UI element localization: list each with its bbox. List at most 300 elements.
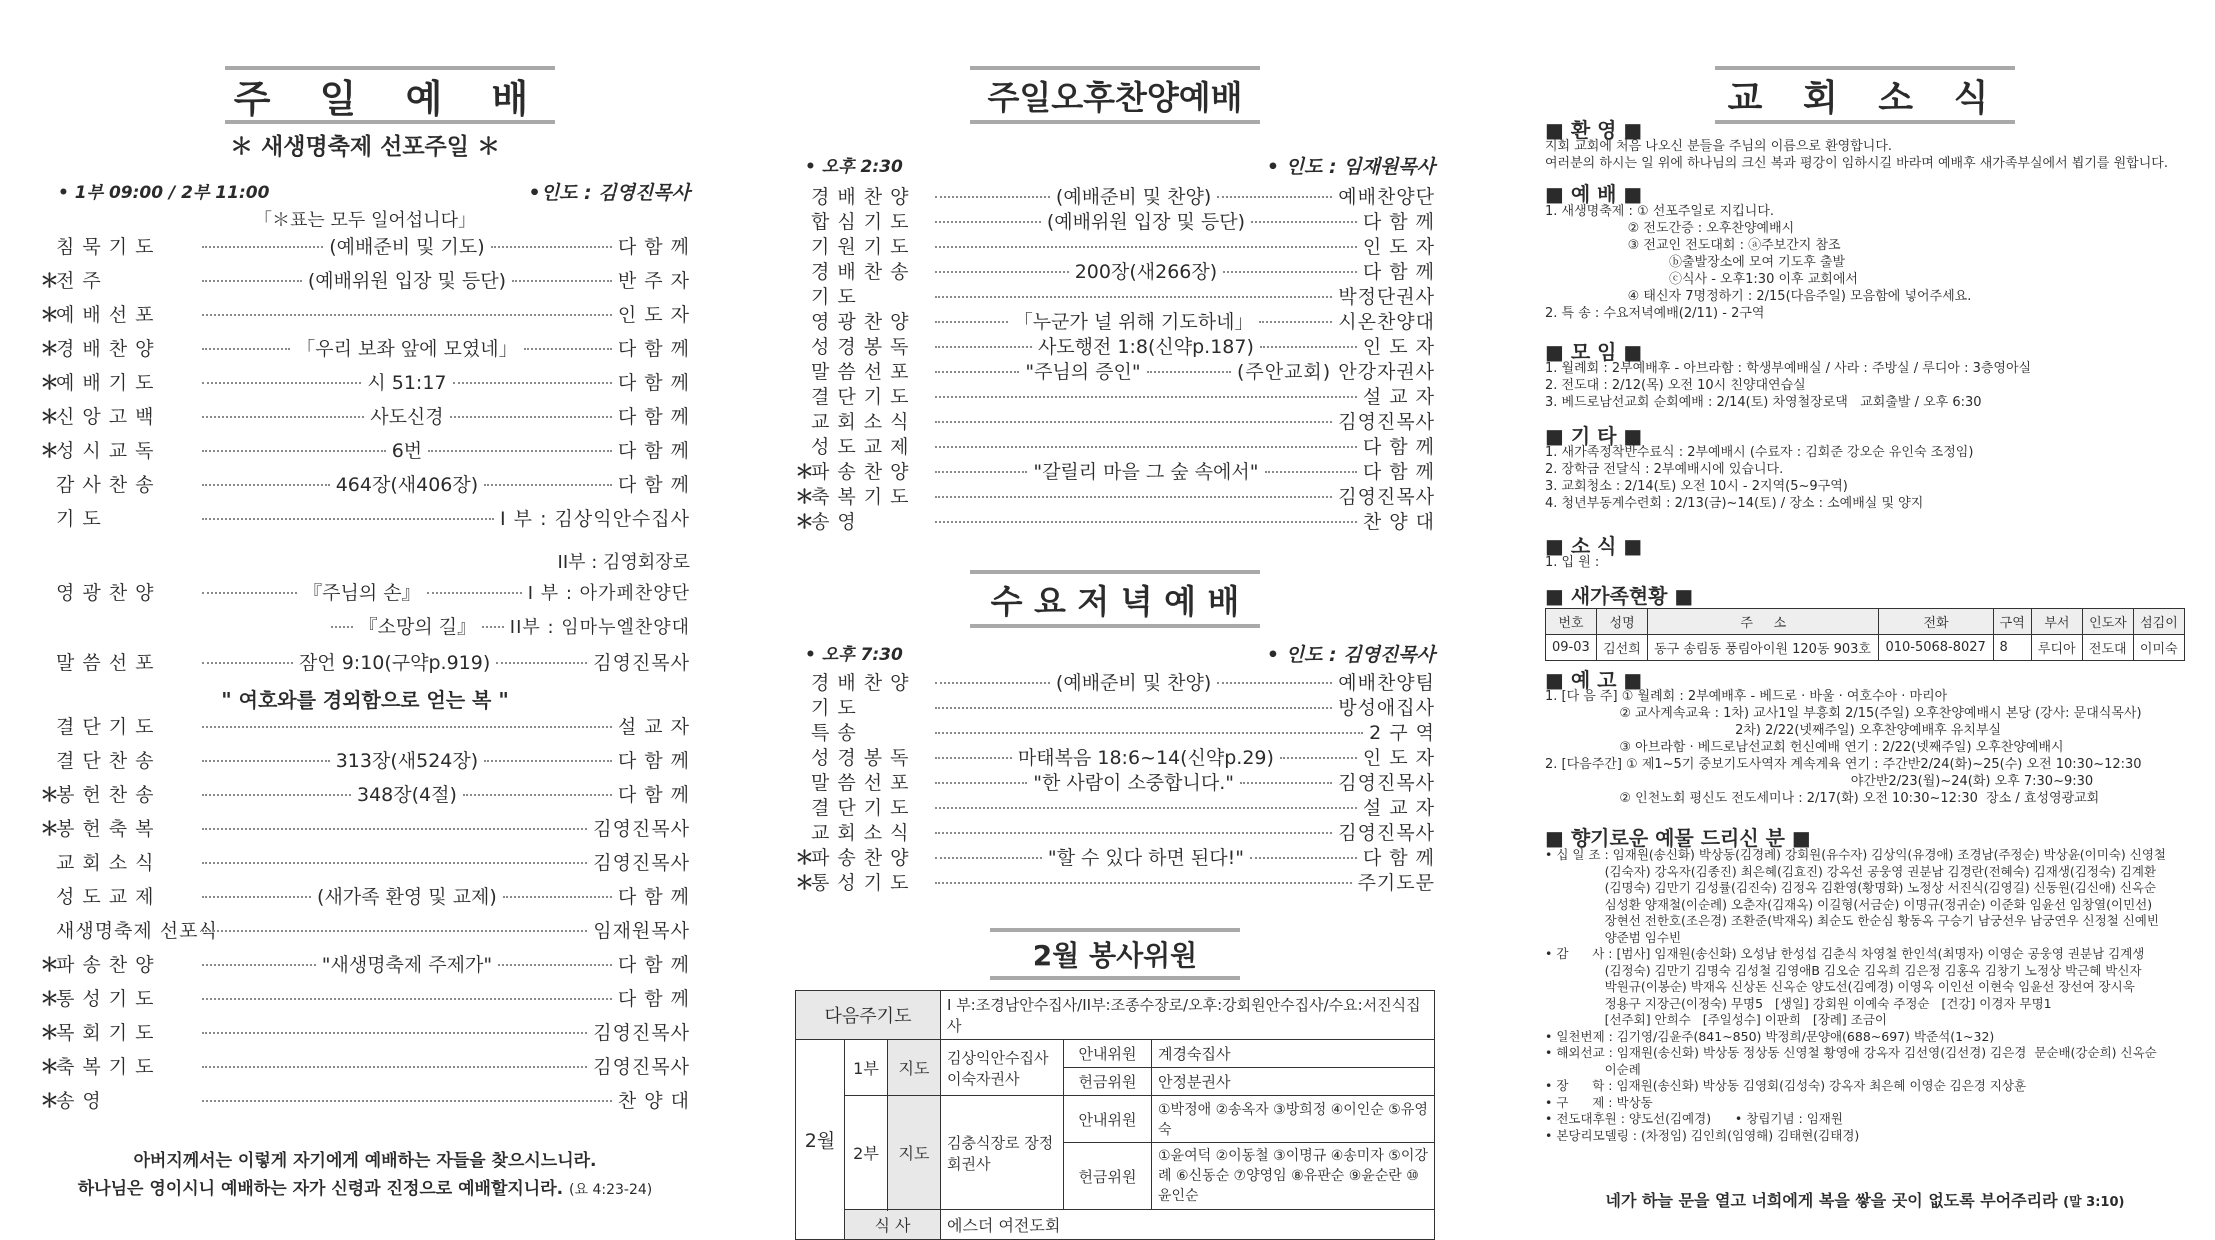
column-header: 번호 — [1546, 609, 1597, 635]
required-standing-mark: ＊ — [795, 486, 815, 508]
offering-line: • 십 일 조 : 임재원(송신화) 박상동(김경례) 강회원(유수자) 김상익(유경애) 조경남(주정순) 박상윤(이미숙) 신영철 — [1545, 847, 2166, 862]
row-content: 464장(새406장) — [335, 474, 479, 496]
notice-line: ③ 전교인 전도대회 : ⓐ주보간지 참조 — [1545, 238, 1841, 253]
leader-dots — [935, 471, 1027, 473]
service-order-row — [40, 916, 690, 946]
leader-dots — [453, 382, 612, 384]
leader-dots — [202, 998, 612, 1000]
column-header: 전화 — [1879, 609, 1993, 635]
sunday-service-column — [40, 0, 690, 1240]
service-order-row — [40, 232, 690, 262]
leader-dots — [1217, 682, 1332, 684]
leader-dots — [202, 382, 361, 384]
leader-dots — [935, 296, 1332, 298]
offering-line: 장현선 전한호(조은경) 조환준(박재옥) 최순도 한순심 황동옥 구승기 남궁선우 남궁연우 신정철 신예빈 — [1545, 913, 2159, 928]
preview-heading: ■ 예 고 ■ — [1545, 668, 1643, 692]
leader-dots — [524, 348, 612, 350]
required-standing-mark: ＊ — [40, 270, 60, 292]
row-content: "주님의 증인" — [1025, 361, 1141, 383]
wednesday-time: • 오후 7:30 — [805, 645, 903, 665]
row-content: 마태복음 18:6~14(신약p.29) — [1017, 747, 1274, 769]
required-standing-mark: ＊ — [795, 847, 815, 869]
row-label: 성 경 봉 독 — [811, 747, 910, 769]
required-standing-mark: ＊ — [40, 784, 60, 806]
sermon-row — [40, 648, 690, 678]
row-leader: 박정단권사 — [1338, 286, 1435, 308]
row-leader: 시온찬양대 — [1338, 311, 1436, 333]
leader-dots — [202, 416, 364, 418]
notice-line: 3. 교회청소 : 2/14(토) 오전 10시 - 2지역(5~9구역) — [1545, 479, 1848, 494]
sunday-service-title: 주 일 예 배 — [225, 66, 555, 124]
service-order-row — [40, 746, 690, 776]
leader-dots — [512, 280, 612, 282]
verse-line-2 — [40, 1174, 690, 1199]
row-content: (예배준비 및 기도) — [329, 236, 485, 258]
table-row — [1546, 635, 2185, 661]
month-cell: 2월 — [796, 1040, 845, 1240]
row-leader: I 부 : 아가페찬양단 — [527, 583, 691, 604]
row-leader: 김영진목사 — [1338, 486, 1435, 508]
row-label: 송 영 — [811, 511, 857, 533]
row-label: 통 성 기 도 — [56, 988, 155, 1010]
leader-dots — [202, 246, 323, 248]
worship-notices — [1545, 203, 2185, 322]
part2-cell: 2부 — [845, 1096, 888, 1210]
column-header: 구역 — [1993, 609, 2031, 635]
news-heading: ■ 소 식 ■ — [1545, 534, 1643, 558]
required-standing-mark: ＊ — [795, 461, 815, 483]
notice-line: 2. 장학금 전달식 : 2부예배시에 있습니다. — [1545, 462, 1784, 477]
row-label: 성 도 교 제 — [811, 436, 910, 458]
row-label: 교 회 소 식 — [56, 852, 155, 874]
sermon-title: " 여호와를 경외함으로 얻는 복 " — [221, 688, 509, 712]
row-leader: 다 함 께 — [617, 474, 691, 496]
row-label: 통 성 기 도 — [811, 872, 910, 894]
meetings-heading: ■ 모 임 ■ — [1545, 340, 1643, 364]
row-label: 특 송 — [811, 722, 857, 744]
church-news-column — [1545, 0, 2185, 1240]
row-content: (새가족 환영 및 교제) — [317, 886, 497, 908]
service-order-row — [40, 984, 690, 1014]
row-content: "한 사람이 소중합니다." — [1033, 772, 1235, 794]
leader-dots — [491, 246, 612, 248]
row-leader: 다 함 께 — [617, 886, 690, 908]
row-leader: 인 도 자 — [1362, 336, 1435, 358]
next-prayer-label: 다음주기도 — [796, 991, 941, 1040]
row-label: 성 시 교 독 — [56, 440, 155, 462]
part2-money: ①윤여덕 ②이동철 ③이명규 ④송미자 ⑤이강례 ⑥신동순 ⑦양영임 ⑧유판순 ⑨윤순란 ⑩윤인순 — [1158, 1148, 1428, 1204]
row-content: 6번 — [391, 440, 423, 462]
afternoon-time: • 오후 2:30 — [805, 157, 903, 177]
afternoon-leader: • 인도 : 임재원목사 — [1266, 156, 1435, 178]
offering-line: • 본당리모델링 : (차정임) 김인희(임영해) 김태현(김태경) — [1545, 1127, 1860, 1143]
leader-dots — [202, 726, 612, 728]
row-leader: 다 함 께 — [617, 954, 691, 976]
row-leader: 김영진목사 — [593, 852, 690, 874]
notice-line: ② 전도간증 : 오후찬양예배시 — [1545, 221, 1795, 236]
church-news-title: 교 회 소 식 — [1715, 66, 2015, 124]
leader-dots — [202, 450, 386, 452]
row-leader: 인 도 자 — [617, 304, 690, 326]
new-family-heading: ■ 새가족현황 ■ — [1545, 584, 1694, 608]
row-label: 봉 헌 축 복 — [56, 818, 155, 840]
column-header: 인도자 — [2082, 609, 2133, 635]
leader-dots — [202, 794, 351, 796]
service-order-row — [40, 1052, 690, 1082]
row-leader: 인 도 자 — [1362, 236, 1435, 258]
row-leader: 김영진목사 — [1338, 822, 1435, 844]
row-leader: 다 함 께 — [617, 784, 691, 806]
part1-leaders: 김상익안수집사 이숙자권사 — [941, 1040, 1064, 1095]
service-order-row — [40, 1086, 690, 1116]
part2-guide: ①박정애 ②송옥자 ③방희정 ④이인순 ⑤유영숙 — [1152, 1096, 1435, 1143]
offering-line: (김정숙) 김만기 김명숙 김성철 김영애B 김오순 김옥희 김은정 김홍옥 김창기 노정상 박근혜 박신자 — [1545, 962, 2142, 978]
leader-dots — [935, 271, 1069, 273]
row-leader: 주기도문 — [1357, 872, 1435, 894]
verse-ref: (요 4:23-24) — [569, 1182, 653, 1198]
row-leader: 다 함 께 — [1362, 261, 1436, 283]
preview-notices — [1545, 688, 2185, 807]
leader-dots — [935, 421, 1332, 423]
row-label: 파 송 찬 양 — [811, 461, 910, 483]
offering-line: [선주회] 안희수 [주일성수] 이판희 [장례] 조금이 — [1545, 1012, 1887, 1027]
volunteers-title: 2월 봉사위원 — [990, 928, 1240, 980]
leader-dots — [935, 807, 1357, 809]
column-header: 섬김이 — [2133, 609, 2184, 635]
notice-line: 1. [다 음 주] ① 월례회 : 2부예배후 - 베드로 · 바울 · 여호수아 · 마리아 — [1545, 689, 1948, 704]
meetings-notices — [1545, 360, 2185, 411]
required-standing-mark: ＊ — [40, 988, 60, 1010]
row-content: 사도신경 — [370, 406, 444, 428]
required-standing-mark: ＊ — [40, 1056, 60, 1078]
prayer-part2: II부 : 김영회장로 — [557, 552, 690, 573]
required-standing-mark: ＊ — [40, 304, 60, 326]
leader-dots — [503, 896, 612, 898]
row-leader: 설 교 자 — [617, 716, 690, 738]
row-label: 합 심 기 도 — [811, 211, 910, 233]
row-leader: 다 함 께 — [617, 440, 691, 462]
notice-line: 2. [다음주간] ① 제1~5기 중보기도사역자 계속계육 연기 : 주간반2/24(화)~25(수) 오전 10:30~12:30 — [1545, 757, 2142, 772]
notice-line: 2. 특 송 : 수요저녁예배(2/11) - 2구역 — [1545, 306, 1765, 321]
row-label: 목 회 기 도 — [56, 1022, 155, 1044]
standing-note: 「＊표는 모두 일어섭니다」 — [254, 210, 476, 231]
offering-line: 정용구 지장근(이정숙) 무명5 [생일] 강회원 이예숙 주정순 [건강] 이경자 무명1 — [1545, 995, 2052, 1011]
row-leader: 예배찬양팀 — [1338, 672, 1436, 694]
service-order-row — [40, 882, 690, 912]
service-order-row — [40, 1018, 690, 1048]
row-content: 『주님의 손』 — [303, 582, 421, 604]
offering-line: • 전도대후원 : 양도선(김예경) • 창립기념 : 임재원 — [1545, 1111, 1843, 1126]
table-cell: 김선희 — [1597, 635, 1648, 661]
service-order-row — [40, 402, 690, 432]
leader-dots — [935, 757, 1012, 759]
offering-line: 심성환 양재철(이순례) 오춘자(김재옥) 이길형(서금순) 이명규(정귀순) 이준화 임윤선 임창열(이민선) — [1545, 896, 2153, 912]
leader-dots — [1265, 471, 1357, 473]
row-label: 결 단 기 도 — [56, 716, 155, 738]
row-leader: 설 교 자 — [1362, 797, 1435, 819]
next-prayer: I 부:조경남안수집사/II부:조종수장로/오후:강회원안수집사/수요:서진식집사 — [941, 991, 1435, 1040]
leader-dots — [202, 348, 290, 350]
row-label: 축 복 기 도 — [811, 486, 910, 508]
table-cell: 전도대 — [2082, 635, 2133, 661]
leader-dots — [202, 930, 587, 932]
row-label: 봉 헌 찬 송 — [56, 784, 155, 806]
row-label: 신 앙 고 백 — [56, 406, 155, 428]
row-leader: I 부 : 김상익안수집사 — [500, 508, 690, 530]
notice-line: 야간반2/23(월)~24(화) 오후 7:30~9:30 — [1545, 774, 2094, 789]
row-label: 영 광 찬 양 — [811, 311, 910, 333]
row-label: 말 씀 선 포 — [811, 772, 910, 794]
leader-dots — [484, 484, 612, 486]
notice-line: 3. 베드로남선교회 순회예배 : 2/14(토) 차영철장로댁 교회출발 / 오후 6:30 — [1545, 395, 1982, 410]
service-order-row — [40, 300, 690, 330]
row-label: 축 복 기 도 — [56, 1056, 155, 1078]
leader-dots — [935, 396, 1357, 398]
leader-dots — [202, 964, 316, 966]
row-label: 결 단 기 도 — [811, 797, 910, 819]
offerings-heading: ■ 향기로운 예물 드리신 분 ■ — [1545, 826, 1811, 850]
notice-line: ⓑ출발장소에 모여 기도후 출발 — [1545, 255, 1846, 270]
offering-line: 박원규(이봉순) 박재옥 신상돈 신옥순 양도선(김예경) 이영옥 이인선 이현숙 임윤선 장선여 장시욱 — [1545, 979, 2135, 994]
service-order-row — [40, 780, 690, 810]
part2-leaders: 김충식장로 장정회권사 — [941, 1096, 1064, 1209]
row-label: 말 씀 선 포 — [56, 652, 155, 674]
leader-label-2: 지도 — [888, 1096, 941, 1210]
row-content: (예배준비 및 찬양) — [1055, 672, 1212, 694]
row-label: 새생명축제 선포식 — [56, 920, 218, 942]
leader-dots — [1223, 271, 1357, 273]
row-leader: 2 구 역 — [1369, 722, 1435, 744]
leader-dots — [202, 518, 494, 520]
leader-dots — [935, 782, 1027, 784]
offering-line: • 일천번제 : 김기영/김윤주(841~850) 박정희/문양애(688~697) 박준석(1~32) — [1545, 1028, 1995, 1044]
leader-dots — [935, 246, 1357, 248]
row-label: 결 단 기 도 — [811, 386, 910, 408]
notice-line: 2. 전도대 : 2/12(목) 오전 10시 친양대연습실 — [1545, 378, 1806, 393]
table-cell: 09-03 — [1546, 635, 1597, 661]
row-leader: 김영진목사 — [1338, 772, 1436, 794]
row-leader: 다 함 께 — [1362, 436, 1435, 458]
row-leader: II부 : 임마누엘찬양대 — [509, 617, 691, 638]
required-standing-mark: ＊ — [795, 511, 815, 533]
offering-line: • 구 제 : 박상동 — [1545, 1094, 1653, 1110]
row-label: 송 영 — [56, 1090, 102, 1112]
leader-dots — [1259, 321, 1332, 323]
row-label: 영 광 찬 양 — [56, 582, 155, 604]
worship-heading: ■ 예 배 ■ — [1545, 182, 1643, 206]
row-leader: 찬 양 대 — [1362, 511, 1435, 533]
service-order-row — [40, 712, 690, 742]
service-order-row — [40, 334, 690, 364]
notice-line: 1. 입 원 : — [1545, 555, 1600, 570]
etc-heading: ■ 기 타 ■ — [1545, 424, 1643, 448]
row-label: 감 사 찬 송 — [56, 474, 155, 496]
leader-dots — [935, 321, 1008, 323]
afternoon-service-title: 주일오후찬양예배 — [970, 66, 1260, 124]
row-content: 잠언 9:10(구약p.919) — [298, 652, 491, 674]
row-label: 성 도 교 제 — [56, 886, 155, 908]
notice-line: ③ 아브라함 · 베드로남선교회 헌신예배 연기 : 2/22(넷째주일) 오후찬양예배시 — [1545, 740, 2064, 755]
row-leader: 예배찬양단 — [1338, 186, 1436, 208]
table-cell: 010-5068-8027 — [1879, 635, 1993, 661]
row-label: 예 배 선 포 — [56, 304, 155, 326]
row-content: "할 수 있다 하면 된다!" — [1047, 847, 1244, 869]
service-order-row — [40, 848, 690, 878]
row-leader: 설 교 자 — [1362, 386, 1435, 408]
leader-dots — [935, 857, 1042, 859]
service-order-row — [40, 266, 690, 296]
notice-line: ② 교사계속교육 : 1차) 교사1일 부흥회 2/15(주일) 오후찬양예배시 본당 (강사: 문대식목사) — [1545, 706, 2142, 721]
verse-ref: (말 3:10) — [2063, 1195, 2125, 1210]
leader-dots — [1240, 782, 1332, 784]
row-label: 경 배 찬 양 — [811, 672, 910, 694]
leader-dots — [202, 314, 612, 316]
row-label: 파 송 찬 양 — [56, 954, 155, 976]
verse-text: 네가 하늘 문을 열고 너희에게 복을 쌓을 곳이 없도록 부어주리라 — [1605, 1191, 2058, 1210]
service-order-row — [40, 504, 690, 534]
offering-line: • 장 학 : 임재원(송신화) 박상동 김영회(김성숙) 강옥자 최은혜 이영순 김은경 지상훈 — [1545, 1078, 2027, 1093]
offering-line: 양준범 임수빈 — [1545, 929, 1682, 945]
welcome-text: 지회 교회에 처음 나오신 분들을 주님의 이름으로 환영합니다. 여러분의 하시는 일 위에 하나님의 크신 복과 평강이 임하시길 바라며 예배후 새가족부실에서 뵙기를 원합니다. — [1545, 139, 2168, 171]
closing-verse — [1545, 1188, 2185, 1211]
guide-label: 안내위원 — [1064, 1040, 1152, 1068]
leader-dots — [935, 446, 1357, 448]
row-leader: 김영진목사 — [593, 652, 691, 674]
guide-label-2: 안내위원 — [1064, 1096, 1152, 1143]
row-label: 파 송 찬 양 — [811, 847, 910, 869]
row-leader: 다 함 께 — [617, 236, 691, 258]
row-content: (예배준비 및 찬양) — [1055, 186, 1212, 208]
required-standing-mark: ＊ — [40, 338, 60, 360]
meal-label: 식 사 — [845, 1210, 941, 1240]
service-leader: •인도 : 김영진목사 — [528, 182, 690, 204]
row-label: 경 배 찬 송 — [811, 261, 910, 283]
leader-dots — [935, 682, 1050, 684]
column-header: 부서 — [2031, 609, 2082, 635]
row-content: "갈릴리 마을 그 숲 속에서" — [1033, 461, 1259, 483]
required-standing-mark: ＊ — [40, 440, 60, 462]
row-label: 결 단 찬 송 — [56, 750, 155, 772]
verse-line-1: 아버지께서는 이렇게 자기에게 예배하는 자들을 찾으시느니라. — [133, 1151, 597, 1171]
leader-dots — [498, 964, 612, 966]
wednesday-leader: • 인도 : 김영진목사 — [1266, 644, 1435, 666]
offering-line: (김명숙) 김만기 김성률(김진숙) 김정옥 김환영(황명화) 노정상 서진식(김영길) 신동원(김신애) 신옥순 — [1545, 880, 2157, 895]
leader-dots — [935, 221, 1041, 223]
notice-line: ② 인천노회 평신도 전도세미나 : 2/17(화) 오전 10:30~12:30 장소 / 효성영광교회 — [1545, 791, 2100, 806]
row-label: 말 씀 선 포 — [811, 361, 910, 383]
service-order-row — [40, 436, 690, 466]
required-standing-mark: ＊ — [795, 872, 815, 894]
verse-text: 하나님은 영이시니 예배하는 자가 신령과 진정으로 예배할지니라. — [77, 1179, 564, 1199]
row-label: 침 묵 기 도 — [56, 236, 155, 258]
row-leader: 다 함 께 — [617, 988, 690, 1010]
row-content: 사도행전 1:8(신약p.187) — [1037, 336, 1254, 358]
row-content: 시 51:17 — [367, 372, 447, 394]
row-leader: 방성애집사 — [1338, 697, 1435, 719]
row-content: 「누군가 널 위해 기도하네」 — [1013, 311, 1254, 333]
table-cell: 8 — [1993, 635, 2031, 661]
leader-dots — [484, 760, 612, 762]
table-cell: 이미숙 — [2133, 635, 2184, 661]
row-label: 교 회 소 식 — [811, 822, 910, 844]
required-standing-mark: ＊ — [40, 1090, 60, 1112]
service-time: • 1부 09:00 / 2부 11:00 — [58, 183, 270, 203]
service-order-row — [40, 368, 690, 398]
leader-dots — [202, 1066, 587, 1068]
row-content: "새생명축제 주제가" — [321, 954, 493, 976]
service-order-row — [795, 868, 1435, 898]
row-leader: 인 도 자 — [1362, 747, 1435, 769]
leader-dots — [1147, 371, 1231, 373]
offering-line: (김숙자) 강옥자(김종진) 최은혜(김효진) 강옥선 공웅영 권분남 김경란(전혜숙) 김재생(김정숙) 김계환 — [1545, 863, 2157, 879]
row-leader: 다 함 께 — [617, 406, 691, 428]
notice-line: 1. 월례회 : 2부예배후 - 아브라함 : 학생부예배실 / 사라 : 주방실 / 루디아 : 3층영아실 — [1545, 361, 2032, 376]
leader-dots — [935, 346, 1032, 348]
service-subtitle: ＊ 새생명축제 선포주일 ＊ — [230, 134, 500, 160]
table-header — [1546, 609, 2185, 635]
row-leader: 임재원목사 — [593, 920, 690, 942]
leader-dots — [935, 371, 1019, 373]
row-leader: 다 함 께 — [617, 750, 691, 772]
part1-guide: 계경숙집사 — [1152, 1040, 1435, 1068]
leader-dots — [450, 416, 612, 418]
service-order-row — [795, 507, 1435, 537]
part1-money: 안정분권사 — [1158, 1073, 1231, 1091]
row-leader: 다 함 께 — [617, 372, 690, 394]
required-standing-mark: ＊ — [40, 1022, 60, 1044]
row-label: 전 주 — [56, 270, 102, 292]
required-standing-mark: ＊ — [40, 406, 60, 428]
row-leader: 김영진목사 — [1338, 411, 1435, 433]
leader-dots — [202, 280, 302, 282]
leader-label: 지도 — [888, 1040, 941, 1096]
row-content: 313장(새524장) — [335, 750, 479, 772]
service-order-row — [40, 470, 690, 500]
row-label: 기 도 — [811, 286, 857, 308]
notice-line: 1. 새생명축제 : ① 선포주일로 지킵니다. — [1545, 204, 1775, 219]
service-order-row — [40, 814, 690, 844]
row-content: (예배위원 입장 및 등단) — [1046, 211, 1245, 233]
required-standing-mark: ＊ — [40, 372, 60, 394]
row-label: 기 도 — [56, 508, 102, 530]
row-label: 예 배 기 도 — [56, 372, 155, 394]
afternoon-service-column — [795, 0, 1435, 1240]
leader-dots — [202, 896, 311, 898]
row-leader: (주안교회) 안강자권사 — [1236, 361, 1436, 383]
leader-dots — [1260, 346, 1357, 348]
new-family-table — [1545, 608, 2185, 661]
leader-dots — [202, 760, 330, 762]
service-order-row — [40, 950, 690, 980]
row-leader: 다 함 께 — [1362, 211, 1436, 233]
notice-line: ⓒ식사 - 오후1:30 이후 교회에서 — [1545, 272, 1858, 287]
praise-row — [40, 578, 690, 608]
offering-line: • 감 사 : [범사] 임재원(송신화) 오성남 한성섭 김춘식 차영철 한인석(최명자) 이영순 공웅영 권분남 김계생 — [1545, 946, 2145, 961]
row-leader: 김영진목사 — [593, 1022, 690, 1044]
leader-dots — [935, 707, 1332, 709]
leader-dots — [463, 794, 612, 796]
money-label: 헌금위원 — [1064, 1068, 1152, 1096]
leader-dots — [1251, 221, 1357, 223]
row-leader: 김영진목사 — [593, 1056, 690, 1078]
row-content: (예배위원 입장 및 등단) — [307, 270, 506, 292]
offering-line: • 해외선교 : 임재원(송신화) 박상동 정상동 신영철 황영애 강옥자 김선영(김선경) 김은경 문순배(강순희) 신옥순 — [1545, 1045, 2157, 1060]
row-content: 348장(4절) — [356, 784, 457, 806]
required-standing-mark: ＊ — [40, 954, 60, 976]
row-label: 성 경 봉 독 — [811, 336, 910, 358]
leader-dots — [1250, 857, 1357, 859]
volunteers-table — [795, 990, 1435, 1240]
